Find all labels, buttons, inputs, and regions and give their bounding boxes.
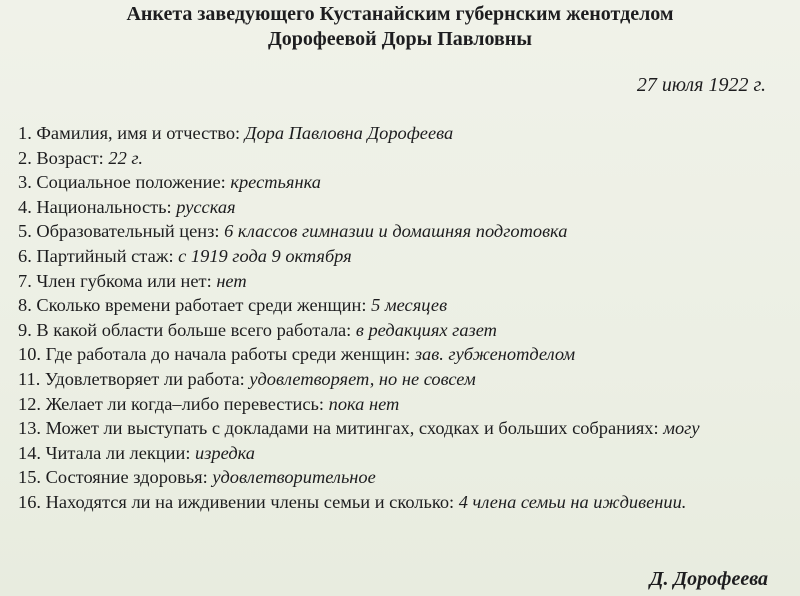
questionnaire-item <box>18 367 770 392</box>
question: 10. Где работала до начала работы среди женщин: <box>18 344 411 365</box>
answer: зав. губженотделом <box>414 344 576 365</box>
document-date: 27 июля 1922 г. <box>636 74 766 96</box>
questionnaire-item <box>18 441 770 466</box>
answer: удовлетворительное <box>212 467 376 488</box>
answer: 5 месяцев <box>371 295 448 316</box>
question: 7. Член губкома или нет: <box>18 270 212 291</box>
questionnaire-item <box>18 416 770 441</box>
answer: с 1919 года 9 октября <box>178 245 352 266</box>
questionnaire-item <box>18 219 770 244</box>
answer: пока нет <box>328 393 400 414</box>
question: 15. Состояние здоровья: <box>18 467 208 488</box>
title-line-2: Дорофеевой Доры Павловны <box>268 28 532 50</box>
answer: русская <box>176 196 236 217</box>
questionnaire-item <box>18 146 770 171</box>
answer: 4 члена семьи на иждивении. <box>458 491 687 512</box>
answer: 22 г. <box>108 147 143 168</box>
answer: нет <box>216 270 247 291</box>
answer: могу <box>663 418 700 439</box>
question: 6. Партийный стаж: <box>18 245 174 266</box>
questionnaire-item <box>18 195 770 220</box>
question: 14. Читала ли лекции: <box>18 442 191 463</box>
answer: 6 классов гимназии и домашняя подготовка <box>224 221 568 242</box>
signature: Д. Дорофеева <box>649 568 768 590</box>
answer: Дора Павловна Дорофеева <box>244 123 454 143</box>
questionnaire-item <box>18 490 770 515</box>
question: 8. Сколько времени работает среди женщин: <box>18 295 367 316</box>
questionnaire-item <box>18 170 770 195</box>
question: 12. Желает ли когда–либо перевестись: <box>18 393 325 414</box>
question: 2. Возраст: <box>18 147 104 168</box>
answer: крестьянка <box>230 172 321 193</box>
question: 16. Находятся ли на иждивении члены семьи и сколько: <box>18 491 455 512</box>
answer: удовлетворяет, но не совсем <box>249 368 476 389</box>
question: 3. Социальное положение: <box>18 172 226 193</box>
questionnaire-item <box>18 342 770 367</box>
answer: в редакциях газет <box>355 319 497 340</box>
question: 5. Образовательный ценз: <box>18 221 220 242</box>
question: 11. Удовлетворяет ли работа: <box>18 368 245 389</box>
questionnaire-item <box>18 121 770 146</box>
question: 13. Может ли выступать с докладами на митингах, сходках и больших собраниях: <box>18 418 659 439</box>
question: 9. В какой области больше всего работала: <box>18 319 352 340</box>
question: 1. Фамилия, имя и отчество: <box>18 123 241 143</box>
questionnaire-item <box>18 293 770 318</box>
question: 4. Национальность: <box>18 196 172 217</box>
answer: изредка <box>195 442 255 463</box>
questionnaire-item <box>18 318 770 343</box>
questionnaire-item <box>18 244 770 269</box>
title-line-1: Анкета заведующего Кустанайским губернским женотделом <box>126 3 674 25</box>
questionnaire-item <box>18 392 770 417</box>
document-title <box>0 2 800 52</box>
questionnaire-item <box>18 465 770 490</box>
questionnaire-item <box>18 269 770 294</box>
questionnaire-list <box>18 121 770 515</box>
